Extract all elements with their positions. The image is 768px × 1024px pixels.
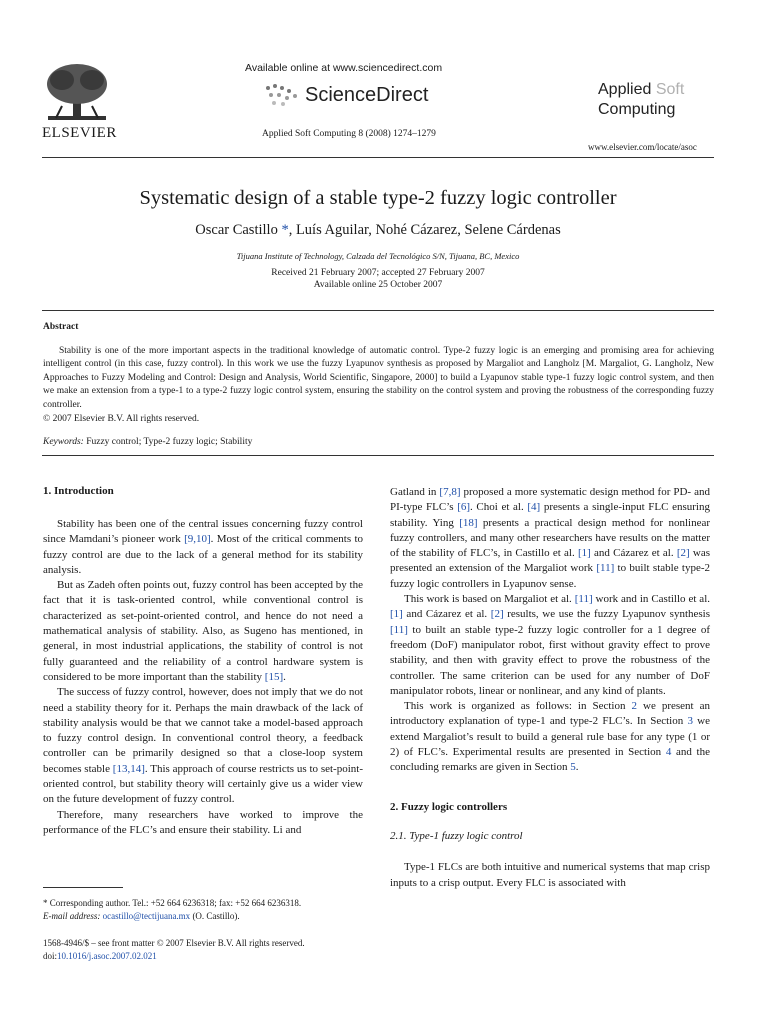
- reference-link[interactable]: [7,8]: [439, 486, 461, 498]
- reference-link[interactable]: [1]: [390, 608, 403, 621]
- text: to built stable type-2 fuzzy logic controllers in Lyapunov sense.: [390, 562, 710, 590]
- text: and Cázarez et al.: [402, 608, 491, 621]
- text: and Cázarez et al.: [590, 547, 677, 560]
- paragraph: [390, 485, 710, 592]
- text: .: [575, 761, 579, 774]
- subsection-2-1-heading: 2.1. Type-1 fuzzy logic control: [390, 829, 523, 842]
- section-1-heading: 1. Introduction: [43, 485, 114, 497]
- text: The success of fuzzy control, however, does not imply that we do not need a stability theory for it. Perhaps the main drawback of the lack of stability analysis would be that we cannot take a model-based approach to fuzzy control design. In conventional control theory, a feedback controller can be primarily designed so that a close-loop system becomes stable: [43, 686, 363, 775]
- text: we present an introductory explanation of type-1 and type-2 FLC’s. In Section: [390, 700, 710, 728]
- text: was presented an extension of the Margaliot work: [390, 547, 710, 575]
- text: to built an stable type-2 fuzzy logic controller for a 1 degree of freedom (DoF) manipulator robot, first without gravity effect to prove stability, and then with gravity effect to prove the robustness of the controller. The same criterion can be used for any number of DoF manipulator robots, linear or nonlinear, and any kind of plants.: [390, 623, 710, 697]
- reference-link[interactable]: [4]: [527, 501, 541, 514]
- section-link[interactable]: 2: [631, 700, 637, 713]
- reference-link[interactable]: [2]: [676, 547, 690, 560]
- journal-citation: Applied Soft Computing 8 (2008) 1274–1279: [262, 129, 436, 139]
- text: presents a practical design method for nonlinear fuzzy controllers, and many other researchers have results on the matter of the stability of FLC’s, in Castillo et al.: [390, 516, 711, 560]
- received-date: Received 21 February 2007; accepted 27 February 2007: [271, 268, 485, 278]
- author-others: , Luís Aguilar, Nohé Cázarez, Selene Cárdenas: [288, 222, 561, 238]
- paragraph: [43, 685, 363, 807]
- spacer: [390, 844, 710, 860]
- issn-line: 1568-4946/$ – see front matter © 2007 Elsevier B.V. All rights reserved.: [43, 938, 305, 948]
- text: .: [283, 670, 286, 683]
- text: results, we use the fuzzy Lyapunov synthesis: [503, 608, 711, 621]
- reference-link[interactable]: [1]: [577, 547, 591, 560]
- author-first: Oscar Castillo: [195, 222, 278, 238]
- reference-link[interactable]: [11]: [574, 593, 593, 606]
- left-column: [43, 517, 363, 838]
- spacer: [390, 815, 710, 829]
- abstract-bottom-divider: [42, 455, 714, 456]
- doi-label: doi:: [43, 951, 58, 961]
- doi-line: [43, 950, 305, 963]
- journal-url-link[interactable]: www.elsevier.com/locate/asoc: [588, 142, 697, 152]
- email-label: E-mail address:: [43, 911, 101, 921]
- spacer: [390, 776, 710, 800]
- doi-link[interactable]: 10.1016/j.asoc.2007.02.021: [57, 951, 157, 961]
- corresponding-author-link[interactable]: *: [277, 222, 289, 238]
- online-date: Available online 25 October 2007: [313, 280, 443, 290]
- footnote: [43, 897, 363, 923]
- reference-link[interactable]: [18]: [459, 516, 478, 529]
- text: This work is organized as follows: in Section: [404, 700, 632, 713]
- journal-logo-computing: Computing: [598, 101, 676, 118]
- section-link[interactable]: 5: [570, 761, 576, 774]
- text: But as Zadeh often points out, fuzzy control has been accepted by the fact that it is task-oriented control, while conventional control is characterized as set-point-oriented control, and hence do not need a mathematical analysis of stability. Also, as Sugeno has mentioned, in general, in most industrial applications, the stability of control is not fully guaranteed and the reliability of a control hardware system is considered to be more important than the stability: [43, 579, 363, 683]
- email-note: [43, 910, 363, 923]
- text: we extend Margaliot’s result to build a general rule base for any type (1 or 2) of FLC’s. Experimental results are presented in Section: [390, 715, 711, 759]
- email-suffix: (O. Castillo).: [190, 911, 240, 921]
- abstract-copyright: © 2007 Elsevier B.V. All rights reserved.: [43, 414, 200, 424]
- email-link[interactable]: ocastillo@tectijuana.mx: [100, 911, 191, 921]
- reference-link[interactable]: [13,14]: [112, 762, 145, 775]
- header-divider: [42, 157, 714, 158]
- text: . Most of the critical comments to fuzzy control are due to the lack of a general method for its stability analysis.: [43, 533, 364, 576]
- publisher-name: ELSEVIER: [42, 125, 117, 141]
- available-online-text: Available online at www.sciencedirect.com: [245, 62, 443, 74]
- sciencedirect-logo-text: ScienceDirect: [305, 84, 429, 106]
- text: proposed a more systematic design method for PD- and PI-type FLC’s: [390, 486, 710, 514]
- paragraph: [43, 578, 363, 685]
- text: presents a single-input FLC ensuring stability. Ying: [390, 501, 710, 529]
- reference-link[interactable]: [11]: [390, 623, 408, 636]
- journal-logo-applied: Applied: [598, 81, 656, 98]
- text: Stability has been one of the central issues concerning fuzzy control since Mamdani’s pioneer work: [43, 518, 363, 546]
- abstract-text: Stability is one of the more important aspects in the traditional knowledge of automatic control. Type-2 fuzzy logic is an emerging and promising area for achieving intelligent control (in this case, fuzzy control). In this work we use the fuzzy Lyapunov synthesis as proposed by Margaliot and Langholz [M. Margaliot, G. Langholz, New Approaches to Fuzzy Modeling and Control: Design and Analysis, World Scientific, Singapore, 2000] to build a Lyapunov stable type-1 fuzzy logic control system, and then we make an extension from a type-1 to a type-2 fuzzy logic control system, ensuring the stability on the control system and proving the robustness of the corresponding fuzzy controller.: [43, 346, 714, 410]
- article-title: Systematic design of a stable type-2 fuzzy logic controller: [139, 187, 617, 209]
- keywords-label: Keywords:: [43, 437, 84, 447]
- footnote-divider: [43, 887, 123, 888]
- text: . Choi et al.: [470, 501, 528, 514]
- keywords: [43, 437, 252, 447]
- abstract-top-divider: [42, 310, 714, 311]
- section-2-heading: 2. Fuzzy logic controllers: [390, 800, 508, 813]
- reference-link[interactable]: [2]: [490, 608, 504, 621]
- reference-link[interactable]: [6]: [457, 501, 471, 514]
- text: Gatland in: [390, 486, 440, 498]
- paragraph: Type-1 FLCs are both intuitive and numerical systems that map crisp inputs to a crisp output. Every FLC is associated with: [390, 861, 710, 889]
- page-footer: [43, 937, 305, 963]
- paragraph: [390, 592, 710, 699]
- article-dates: [42, 267, 714, 291]
- affiliation: Tijuana Institute of Technology, Calzada del Tecnológico S/N, Tijuana, BC, Mexico: [236, 251, 520, 261]
- paragraph: [43, 517, 363, 578]
- abstract-heading: Abstract: [43, 322, 79, 332]
- reference-link[interactable]: [9,10]: [184, 533, 211, 546]
- right-column: [390, 485, 710, 891]
- section-link[interactable]: 4: [665, 746, 672, 759]
- paragraph: Therefore, many researchers have worked to improve the performance of the FLC’s and ensure their stability. Li and: [43, 808, 363, 836]
- journal-logo-soft: Soft: [655, 81, 685, 98]
- corresponding-author-note: * Corresponding author. Tel.: +52 664 6236318; fax: +52 664 6236318.: [43, 898, 302, 908]
- journal-logo: [598, 80, 684, 120]
- keywords-list: Fuzzy control; Type-2 fuzzy logic; Stability: [83, 437, 253, 447]
- reference-link[interactable]: [11]: [596, 562, 615, 575]
- text: and the concluding remarks are given in Section: [390, 746, 710, 774]
- text: work and in Castillo et al.: [592, 593, 710, 606]
- text: This work is based on Margaliot et al.: [404, 593, 575, 606]
- sciencedirect-dots-icon: [262, 82, 302, 108]
- paragraph: [390, 699, 710, 775]
- section-link[interactable]: 3: [687, 715, 693, 728]
- author-list: [42, 222, 714, 239]
- reference-link[interactable]: [15]: [264, 670, 284, 683]
- text: . This approach of course restricts us to set-point-oriented control, but stability theory will certainly give us a wider view on the future development of fuzzy control.: [43, 762, 363, 806]
